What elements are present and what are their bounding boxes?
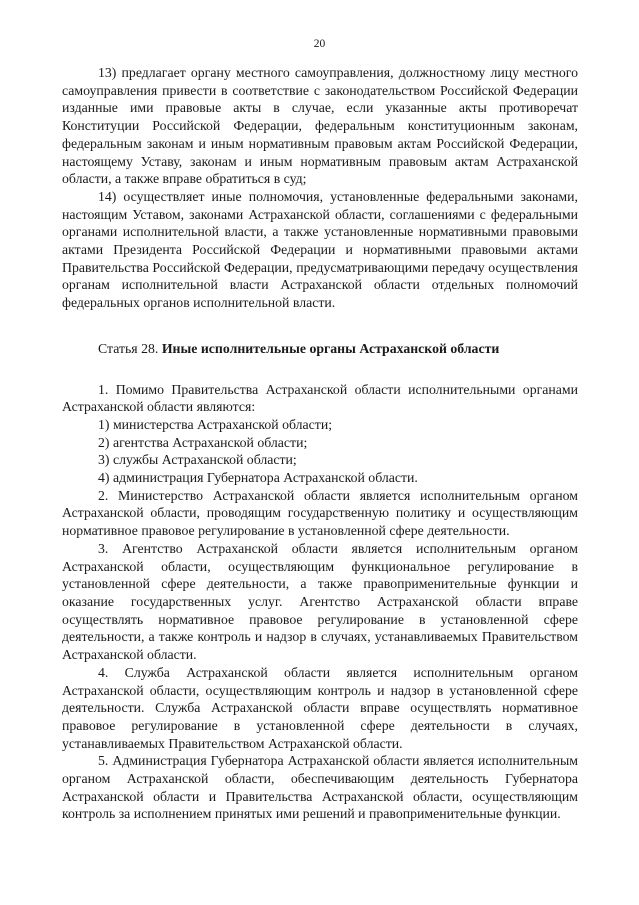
article-paragraph-4: 4. Служба Астраханской области является исполнительным органом Астраханской области, осуществляющим контроль и надзор в установленной сфере деятельности. Служба Астраханской области вправе осуществлять нормативное правовое регулирование в установленной сфере деятельности в случаях, устанавливаемых Правительством Астраханской области. <box>62 664 578 751</box>
article-heading <box>62 340 578 358</box>
list-item-administration: 4) администрация Губернатора Астраханской области. <box>98 470 418 486</box>
article-paragraph-2: 2. Министерство Астраханской области является исполнительным органом Астраханской области, проводящим государственную политику и осуществляющим нормативное правовое регулирование в установленной сфере деятельности. <box>62 487 578 539</box>
list-item-services: 3) службы Астраханской области; <box>98 452 297 468</box>
paragraph-item-13: 13) предлагает органу местного самоуправления, должностному лицу местного самоуправления привести в соответствие с законодательством Российской Федерации изданные ими правовые акты в случае, если указанные акты противоречат Конституции Российской Федерации, федеральным конституционным законам, федеральным законам и иным нормативным правовым актам Российской Федерации, настоящему Уставу, законам и иным нормативным правовым актам Астраханской области, а также вправе обратиться в суд; <box>62 65 578 187</box>
paragraph-item-14: 14) осуществляет иные полномочия, установленные федеральными законами, настоящим Уставом, законами Астраханской области, соглашениями с федеральными органами исполнительной власти, а также установленные нормативными правовыми актами Президента Российской Федерации и нормативными правовыми актами Правительства Российской Федерации, предусматривающими передачу осуществления органам исполнительной власти Астраханской области отдельных полномочий федеральных органов исполнительной власти. <box>62 188 578 311</box>
list-item-ministries: 1) министерства Астраханской области; <box>98 416 333 432</box>
article-paragraph-1: 1. Помимо Правительства Астраханской области исполнительными органами Астраханской области являются: <box>62 381 578 415</box>
article-label: Статья 28. <box>98 340 159 356</box>
page-number: 20 <box>313 38 326 50</box>
document-body <box>62 64 578 823</box>
list-item-agencies: 2) агентства Астраханской области; <box>98 434 308 450</box>
article-paragraph-3: 3. Агентство Астраханской области является исполнительным органом Астраханской области, осуществляющим функциональное регулирование в установленной сфере деятельности, а также правоприменительные функции и оказание государственных услуг. Агентство Астраханской области вправе осуществлять нормативное правовое регулирование в установленной сфере деятельности, а также контроль и надзор в случаях, устанавливаемых Правительством Астраханской области. <box>62 540 578 663</box>
article-paragraph-5: 5. Администрация Губернатора Астраханской области является исполнительным органом Астраханской области, обеспечивающим деятельность Губернатора Астраханской области и Правительства Астраханской области, осуществляющим контроль за исполнением принятых ими решений и правоприменительные функции. <box>62 753 578 822</box>
article-title: Иные исполнительные органы Астраханской области <box>161 340 500 356</box>
